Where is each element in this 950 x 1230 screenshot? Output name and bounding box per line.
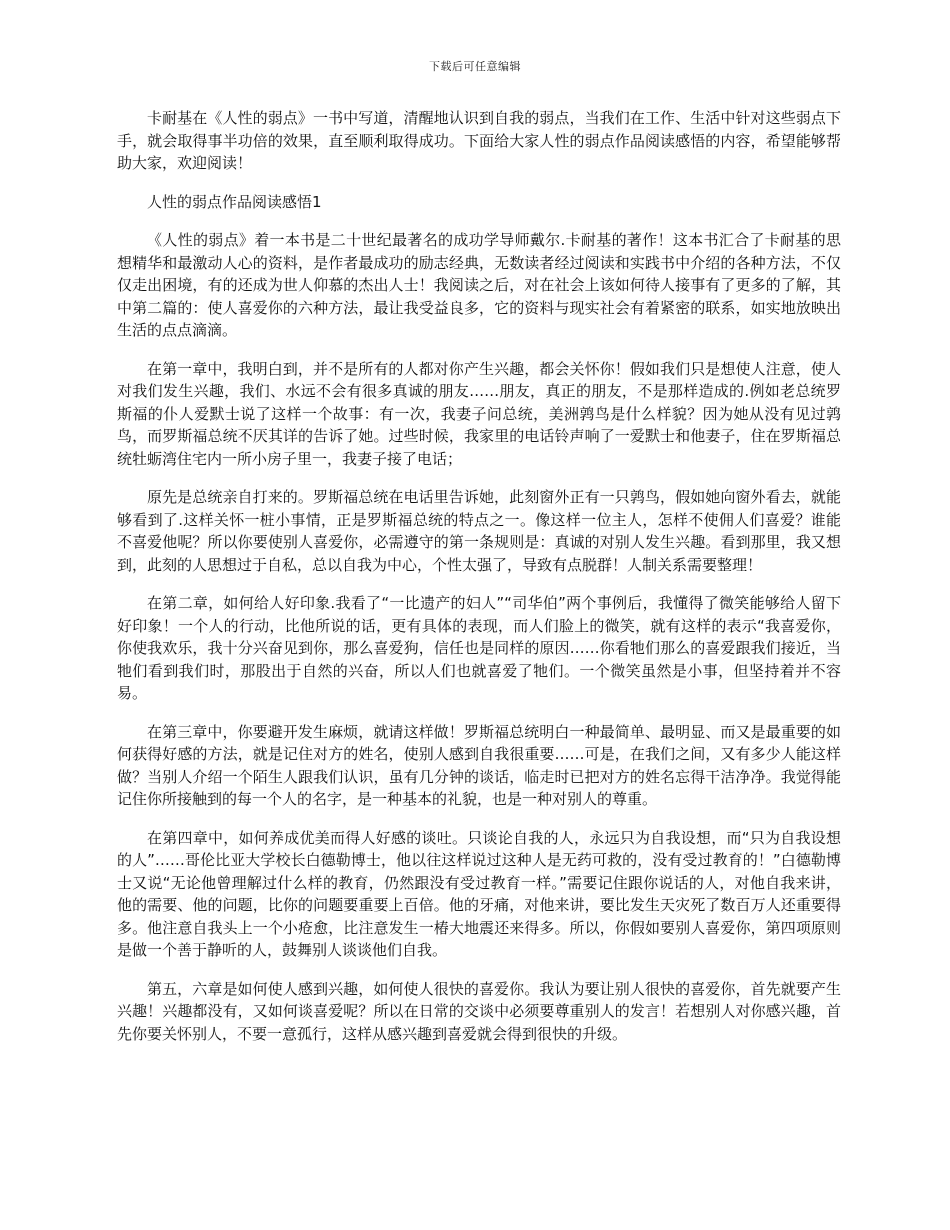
body-paragraph-6: 在第四章中，如何养成优美而得人好感的谈吐。只谈论自我的人，永远只为自我设想，而“只为自我设想的人”……哥伦比亚大学校长白德勒博士，他以往这样说过这种人是无药可救的，没有受过教育的！”白德勒博士又说“无论他曾理解过什么样的教育，仍然跟没有受过教育一样。”需要记住跟你说话的人，对他自我来讲，他的需要、他的问题，比你的问题要重要上百倍。他的牙痛，对他来讲，要比发生天灾死了数百万人还重要得多。他注意自我头上一个小疮愈，比注意发生一椿大地震还来得多。所以，你假如要别人喜爱你，第四项原则是做一个善于静听的人，鼓舞别人谈谈他们自我。 (117, 828, 841, 959)
header-note: 下载后可任意编辑 (429, 60, 521, 73)
body-paragraph-4: 在第二章，如何给人好印象.我看了“一比遗产的妇人”“司华伯”两个事例后，我懂得了微笑能够给人留下好印象！一个人的行动，比他所说的话，更有具体的表现，而人们脸上的微笑，就有这样的表示“我喜爱你，你使我欢乐，我十分兴奋见到你，那么喜爱狗，信任也是同样的原因……你看牠们那么的喜爱跟我们接近，当牠们看到我们时，那股出于自然的兴奋，所以人们也就喜爱了牠们。一个微笑虽然是小事，但坚持着并不容易。 (117, 594, 841, 702)
body-paragraph-5: 在第三章中，你要避开发生麻烦，就请这样做！罗斯福总统明白一种最简单、最明显、而又是最重要的如何获得好感的方法，就是记住对方的姓名，使别人感到自我很重要……可是，在我们之间，又有多少人能这样做？当别人介绍一个陌生人跟我们认识，虽有几分钟的谈话，临走时已把对方的姓名忘得干洁净净。我觉得能记住你所接触到的每一个人的名字，是一种基本的礼貌，也是一种对别人的尊重。 (117, 722, 841, 808)
document-body (117, 107, 841, 1061)
section-heading: 人性的弱点作品阅读感悟1 (147, 192, 322, 211)
body-paragraph-3: 原先是总统亲自打来的。罗斯福总统在电话里告诉她，此刻窗外正有一只鹑鸟，假如她向窗外看去，就能够看到了.这样关怀一桩小事情，正是罗斯福总统的特点之一。像这样一位主人，怎样不使佣人们喜爱？谁能不喜爱他呢？所以你要使别人喜爱你，必需遵守的第一条规则是：真诚的对别人发生兴趣。看到那里，我又想到，此刻的人思想过于自私，总以自我为中心，个性太强了，导致有点脱群！人制关系需要整理！ (117, 488, 841, 574)
intro-paragraph: 卡耐基在《人性的弱点》一书中写道，清醒地认识到自我的弱点，当我们在工作、生活中针对这些弱点下手，就会取得事半功倍的效果，直至顺利取得成功。下面给大家人性的弱点作品阅读感悟的内容，希望能够帮助大家，欢迎阅读！ (117, 109, 841, 172)
body-paragraph-2: 在第一章中，我明白到，并不是所有的人都对你产生兴趣，都会关怀你！假如我们只是想使人注意，使人对我们发生兴趣，我们、水远不会有很多真诚的朋友……朋友，真正的朋友，不是那样造成的.例如老总统罗斯福的仆人爱默士说了这样一个故事：有一次，我妻子问总统，美洲鹑鸟是什么样貌？因为她从没有见过鹑鸟，而罗斯福总统不厌其详的告诉了她。过些时候，我家里的电话铃声响了一爱默士和他妻子，住在罗斯福总统牡蛎湾住宅内一所小房子里一，我妻子接了电话； (117, 359, 841, 468)
body-paragraph-1: 《人性的弱点》着一本书是二十世纪最著名的成功学导师戴尔.卡耐基的著作！这本书汇合了卡耐基的思想精华和最激动人心的资料，是作者最成功的励志经典，无数读者经过阅读和实践书中介绍的各种方法，不仅仅走出困境，有的还成为世人仰慕的杰出人士！我阅读之后，对在社会上该如何待人接事有了更多的了解，其中第二篇的：使人喜爱你的六种方法，最让我受益良多，它的资料与现实社会有着紧密的联系，如实地放映出生活的点点滴滴。 (117, 231, 841, 339)
body-paragraph-7: 第五，六章是如何使人感到兴趣，如何使人很快的喜爱你。我认为要让别人很快的喜爱你，首先就要产生兴趣！兴趣都没有，又如何谈喜爱呢？所以在日常的交谈中必须要尊重别人的发言！若想别人对你感兴趣，首先你要关怀别人，不要一意孤行，这样从感兴趣到喜爱就会得到很快的升级。 (117, 979, 841, 1043)
